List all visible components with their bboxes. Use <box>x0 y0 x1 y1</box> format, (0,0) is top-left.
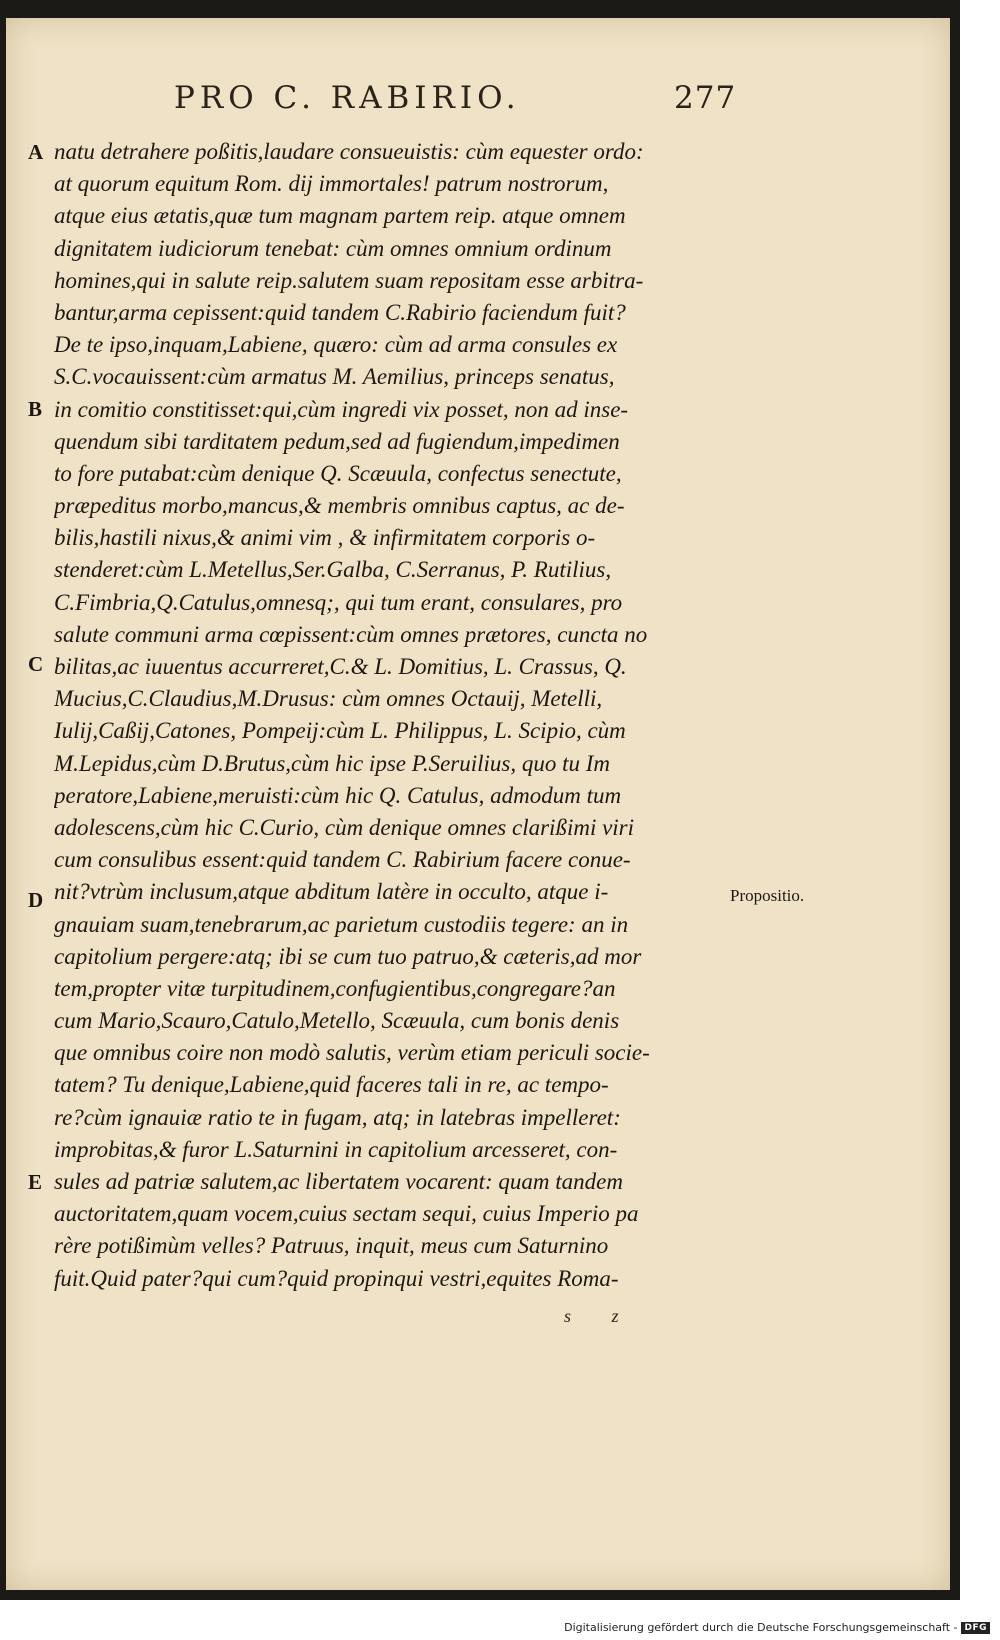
section-marker-b: B <box>28 397 43 421</box>
text-line: capitolium pergere:atq; ibi se cum tuo patruo,& cæteris,ad mor <box>54 943 642 969</box>
text-line: dignitatem iudiciorum tenebat: cùm omnes omnium ordinum <box>54 235 612 261</box>
book-page <box>6 18 950 1590</box>
signature-mark: s z <box>564 1306 637 1326</box>
text-line: nit?vtrùm inclusum,atque abditum latère in occulto, atque i- <box>54 879 609 905</box>
section-marker-c: C <box>28 652 44 676</box>
text-line: bilis,hastili nixus,& animi vim , & infirmitatem corporis o- <box>54 525 596 551</box>
text-line: cum Mario,Scauro,Catulo,Metello, Scæuula, cum bonis denis <box>54 1008 620 1034</box>
text-line: tem,propter vitæ turpitudinem,confugientibus,congregare?an <box>54 975 616 1001</box>
text-line: natu detrahere poßitis,laudare consueuistis: cùm equester ordo: <box>54 139 644 164</box>
text-line: sules ad patriæ salutem,ac libertatem vocarent: quam tandem <box>54 1169 623 1194</box>
text-line: to fore putabat:cùm denique Q. Scæuula, confectus senectute, <box>54 460 622 486</box>
text-line: gnauiam suam,tenebrarum,ac parietum custodiis tegere: an in <box>54 911 629 937</box>
section-marker-d: D <box>28 888 44 912</box>
text-line: S.C.vocauissent:cùm armatus M. Aemilius, princeps senatus, <box>54 364 615 390</box>
text-line: M.Lepidus,cùm D.Brutus,cùm hic ipse P.Seruilius, quo tu Im <box>54 750 611 776</box>
text-line: Iulij,Caßij,Catones, Pompeij:cùm L. Philippus, L. Scipio, cùm <box>54 718 626 744</box>
text-line: salute communi arma cœpissent:cùm omnes prætores, cuncta no <box>54 621 648 647</box>
text-line: stenderet:cùm L.Metellus,Ser.Galba, C.Serranus, P. Rutilius, <box>54 557 612 583</box>
dfg-logo: DFG <box>961 1622 990 1634</box>
margin-note: Propositio. <box>730 886 805 905</box>
text-line: auctoritatem,quam vocem,cuius sectam sequi, cuius Imperio pa <box>54 1201 639 1227</box>
text-line: cum consulibus essent:quid tandem C. Rabirium facere conue- <box>54 847 631 873</box>
text-line: Mucius,C.Claudius,M.Drusus: cùm omnes Octauij, Metelli, <box>54 686 603 712</box>
text-line: bantur,arma cepissent:quid tandem C.Rabirio faciendum fuit? <box>54 299 626 325</box>
text-line: De te ipso,inquam,Labiene, quæro: cùm ad arma consules ex <box>54 332 618 358</box>
text-line: adolescens,cùm hic C.Curio, cùm denique omnes clarißimi viri <box>54 814 635 840</box>
text-line: at quorum equitum Rom. dij immortales! patrum nostrorum, <box>54 171 609 197</box>
text-line: bilitas,ac iuuentus accurreret,C.& L. Domitius, L. Crassus, Q. <box>54 654 627 679</box>
text-line: re?cùm ignauiæ ratio te in fugam, atq; in latebras impelleret: <box>54 1104 621 1130</box>
page-number: 277 <box>674 80 737 116</box>
text-line: C.Fimbria,Q.Catulus,omnesq;, qui tum erant, consulares, pro <box>54 589 623 615</box>
footer-text: Digitalisierung gefördert durch die Deutsche Forschungsgemeinschaft - <box>564 1621 958 1634</box>
text-line: in comitio constitisset:qui,cùm ingredi vix posset, non ad inse- <box>54 396 629 422</box>
section-marker-e: E <box>28 1170 43 1194</box>
text-line: atque eius ætatis,quæ tum magnam partem reip. atque omnem <box>54 203 626 229</box>
text-line: fuit.Quid pater?qui cum?quid propinqui vestri,equites Roma- <box>54 1265 619 1291</box>
text-line: quendum sibi tarditatem pedum,sed ad fugiendum,impedimen <box>54 428 620 454</box>
body-text <box>54 136 734 1295</box>
section-marker-a: A <box>28 140 44 164</box>
text-line: rère potißimùm velles? Patruus, inquit, meus cum Saturnino <box>54 1233 609 1259</box>
text-line: præpeditus morbo,mancus,& membris omnibus captus, ac de- <box>54 493 625 519</box>
text-line: peratore,Labiene,meruisti:cùm hic Q. Catulus, admodum tum <box>54 782 622 808</box>
text-line: que omnibus coire non modò salutis, verùm etiam periculi socie- <box>54 1040 650 1066</box>
text-line: homines,qui in salute reip.salutem suam repositam esse arbitra- <box>54 267 644 293</box>
text-line: improbitas,& furor L.Saturnini in capitolium arcesseret, con- <box>54 1136 618 1162</box>
text-line: tatem? Tu denique,Labiene,quid faceres tali in re, ac tempo- <box>54 1072 609 1098</box>
running-title: PRO C. RABIRIO. <box>174 80 521 116</box>
digitization-footer <box>564 1621 990 1634</box>
